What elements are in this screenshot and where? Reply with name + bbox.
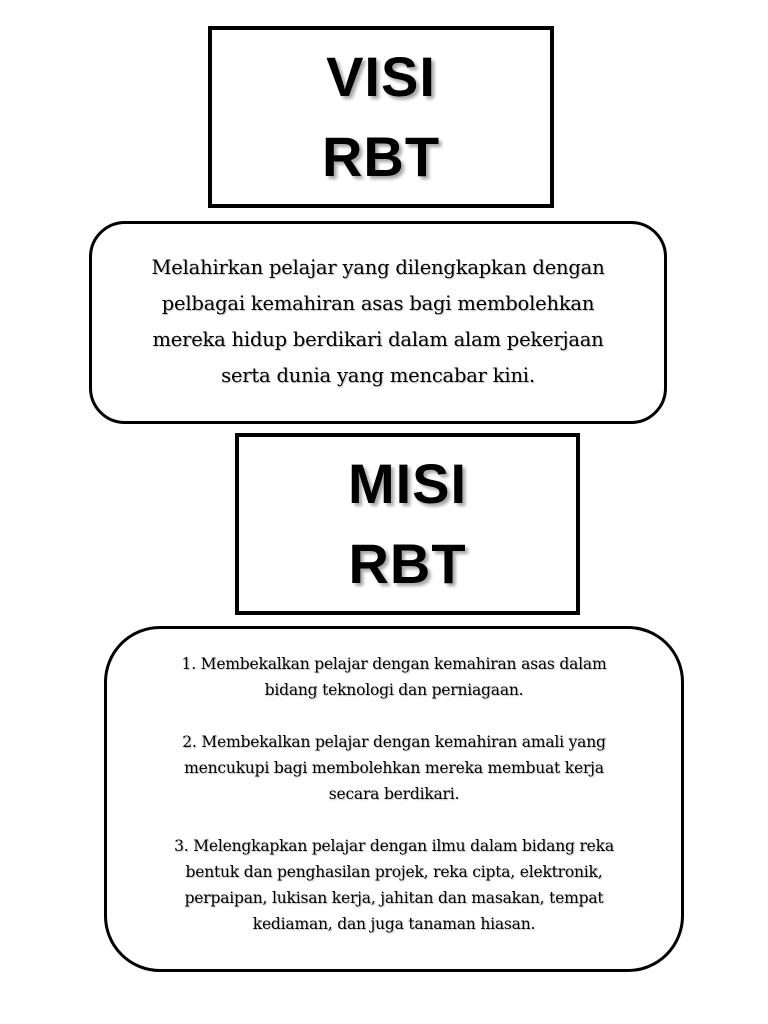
- visi-heading-line2: RBT: [321, 125, 441, 188]
- misi-heading-line1: MISI: [347, 452, 468, 515]
- visi-statement-text: Melahirkan pelajar yang dilengkapkan dengan pelbagai kemahiran asas bagi membolehkan mereka hidup berdikari dalam alam pekerjaan serta dunia yang mencabar kini.: [151, 256, 605, 387]
- visi-heading-box: [208, 26, 554, 208]
- misi-item-3: 3. Melengkapkan pelajar dengan ilmu dalam bidang reka bentuk dan penghasilan projek, reka cipta, elektronik, perpaipan, lukisan kerja, jahitan dan masakan, tempat kediaman, dan juga tanaman hiasan.: [174, 837, 614, 933]
- visi-heading-line1: VISI: [326, 45, 436, 108]
- misi-list-box: [104, 626, 684, 972]
- misi-heading-box: [235, 433, 580, 615]
- misi-item-2: 2. Membekalkan pelajar dengan kemahiran amali yang mencukupi bagi membolehkan mereka membuat kerja secara berdikari.: [182, 733, 606, 803]
- visi-statement-box: [89, 221, 667, 424]
- misi-heading-line2: RBT: [348, 532, 467, 595]
- misi-item-1: 1. Membekalkan pelajar dengan kemahiran asas dalam bidang teknologi dan perniagaan.: [181, 655, 607, 699]
